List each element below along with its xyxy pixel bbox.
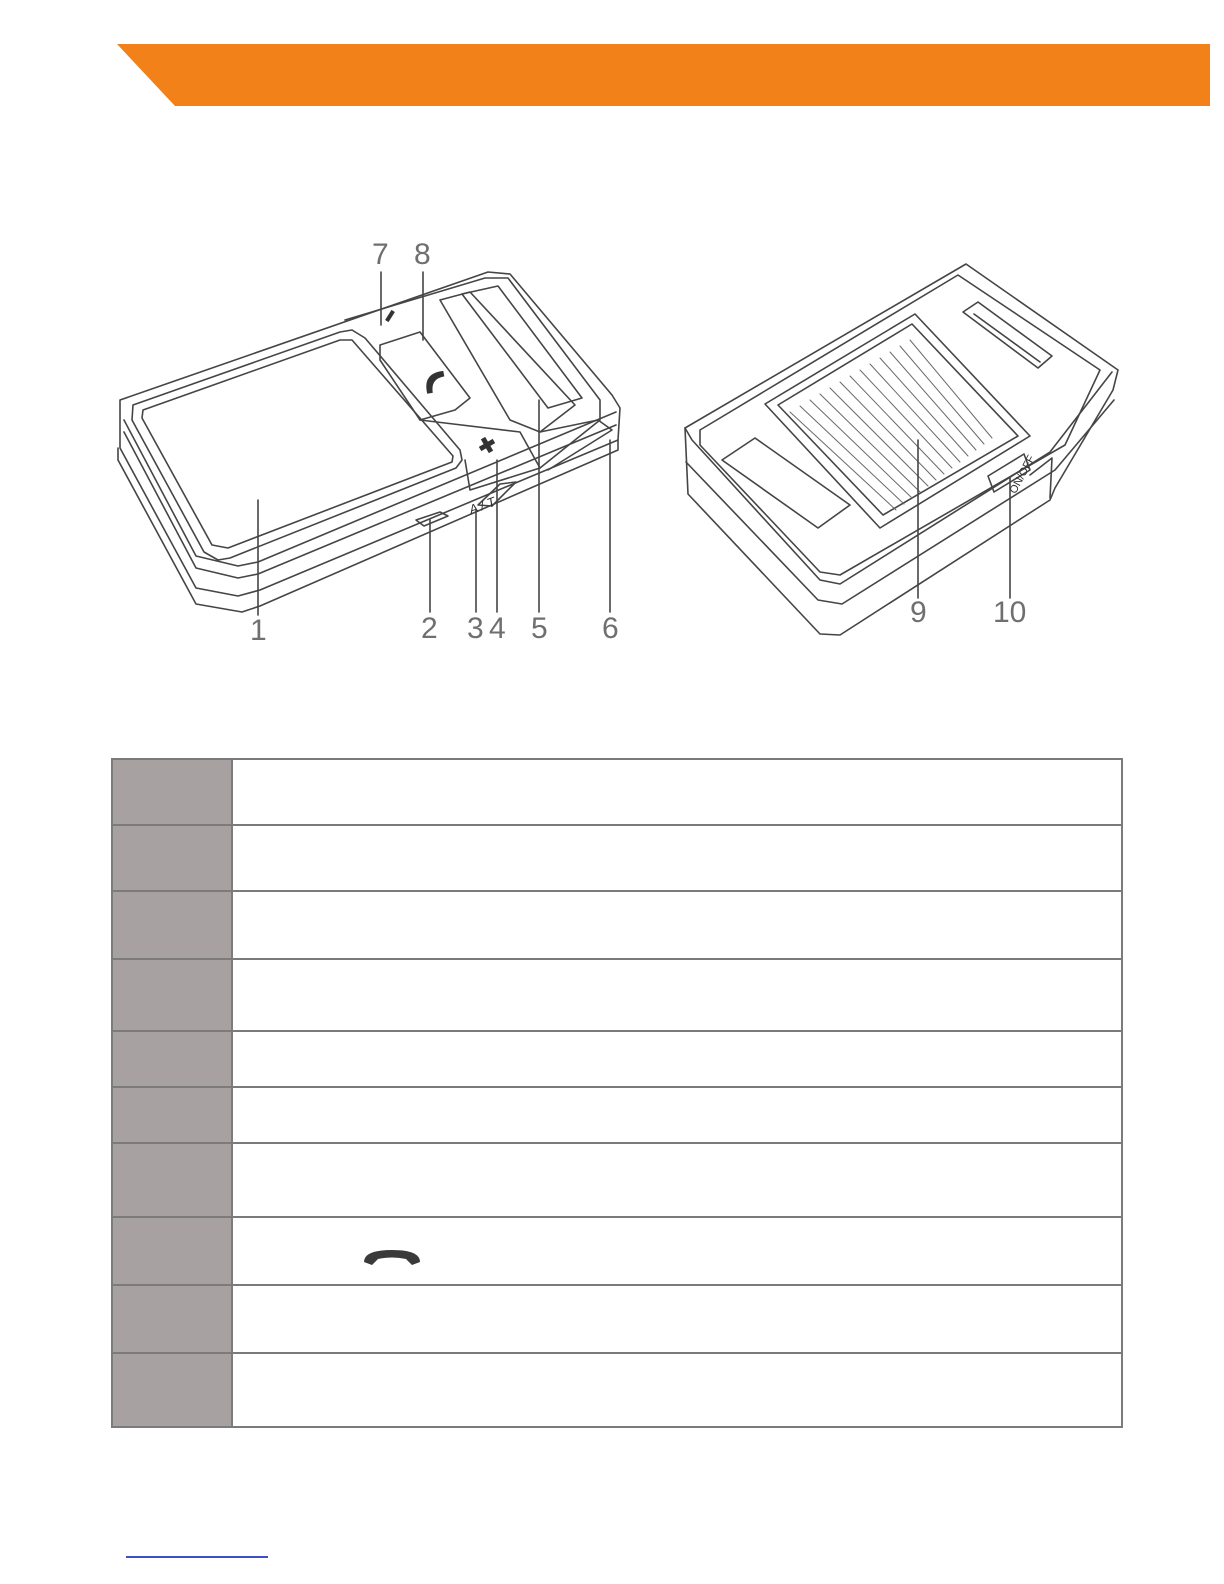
row-number-cell: [112, 1353, 232, 1427]
table-row: [112, 1285, 1122, 1353]
product-diagram: [0, 0, 1224, 700]
callout-10: 10: [993, 596, 1027, 629]
row-number-cell: [112, 1285, 232, 1353]
callout-3: 3: [467, 612, 484, 645]
row-description-cell: [232, 1217, 1122, 1285]
row-description-cell: [232, 759, 1122, 825]
row-description-cell: [232, 891, 1122, 959]
port-outline: [416, 512, 448, 526]
handset-icon: [360, 1246, 424, 1268]
callout-9: 9: [910, 596, 927, 629]
table-row: [112, 891, 1122, 959]
table-row: [112, 1031, 1122, 1087]
callout-4: 4: [489, 612, 506, 645]
handset-icon: [421, 366, 447, 396]
row-description-cell: [232, 959, 1122, 1031]
row-description-cell: [232, 825, 1122, 891]
callout-1: 1: [250, 614, 267, 647]
table-row: [112, 825, 1122, 891]
callout-2: 2: [421, 612, 438, 645]
device-front-view: [118, 272, 620, 615]
table-row: [112, 959, 1122, 1031]
table-row: [112, 1353, 1122, 1427]
table-row: [112, 1087, 1122, 1143]
callout-5: 5: [531, 612, 548, 645]
plus-marking: [476, 434, 498, 456]
callout-6: 6: [602, 612, 619, 645]
row-number-cell: [112, 959, 232, 1031]
parts-table: [111, 758, 1123, 1428]
call-button-outline: [380, 332, 470, 420]
row-number-cell: [112, 1087, 232, 1143]
row-number-cell: [112, 759, 232, 825]
row-description-cell: [232, 1031, 1122, 1087]
table-row: [112, 1217, 1122, 1285]
power-switch-label: ON/OFF: [1007, 453, 1038, 496]
footer-rule: [126, 1556, 268, 1558]
row-description-cell: [232, 1285, 1122, 1353]
table-row: [112, 759, 1122, 825]
table-row: [112, 1143, 1122, 1217]
row-number-cell: [112, 891, 232, 959]
minus-marking: [385, 310, 395, 322]
row-description-cell: [232, 1353, 1122, 1427]
row-number-cell: [112, 825, 232, 891]
device-rear-view: [685, 264, 1118, 635]
row-description-cell: [232, 1087, 1122, 1143]
callout-7: 7: [372, 238, 389, 271]
row-number-cell: [112, 1031, 232, 1087]
at-button-label: A / T: [466, 493, 498, 518]
callout-8: 8: [414, 238, 431, 271]
row-number-cell: [112, 1217, 232, 1285]
row-description-cell: [232, 1143, 1122, 1217]
row-number-cell: [112, 1143, 232, 1217]
solar-panel-outline: [765, 314, 1030, 528]
